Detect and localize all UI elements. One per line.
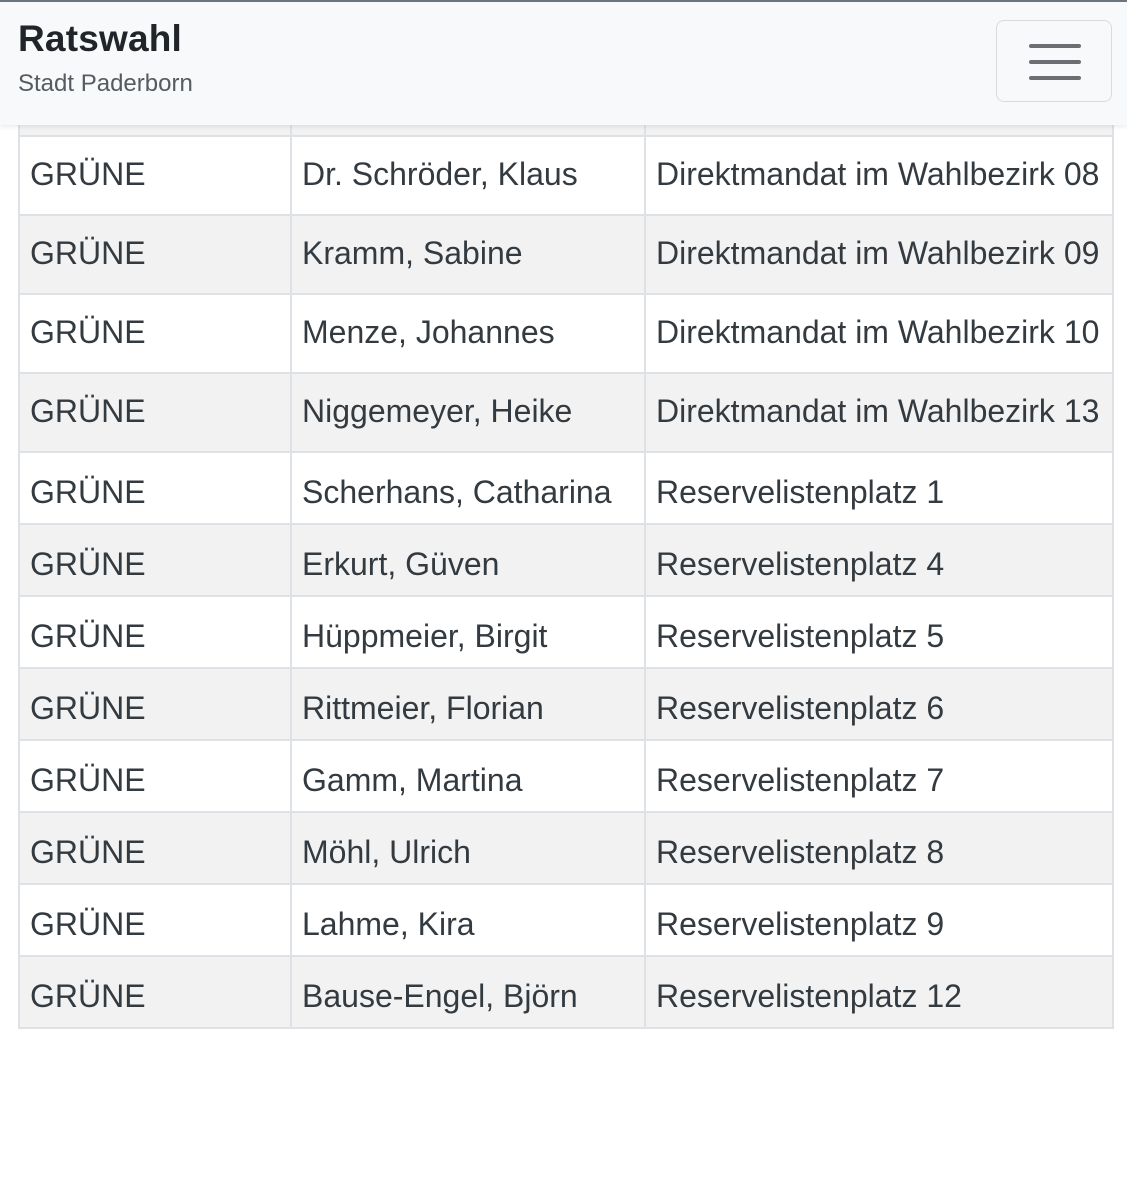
name-cell: Erkurt, Güven: [291, 524, 645, 596]
table-cell: [645, 125, 1113, 136]
mandate-cell: Direktmandat im Wahlbezirk 08: [645, 136, 1113, 215]
name-cell: Menze, Johannes: [291, 294, 645, 373]
name-cell: Bause-Engel, Björn: [291, 956, 645, 1028]
header-navbar: [0, 0, 1127, 125]
party-cell: GRÜNE: [19, 596, 291, 668]
table-row-cut: [19, 125, 1113, 136]
mandate-cell: Reservelistenplatz 6: [645, 668, 1113, 740]
hamburger-line: [1029, 76, 1081, 80]
table-row: [19, 668, 1113, 740]
party-cell: GRÜNE: [19, 812, 291, 884]
mandate-cell: Reservelistenplatz 8: [645, 812, 1113, 884]
results-table-container: [18, 125, 1112, 1029]
results-table-body: [19, 125, 1113, 1028]
page-title[interactable]: Ratswahl: [18, 18, 183, 59]
party-cell: GRÜNE: [19, 884, 291, 956]
party-cell: GRÜNE: [19, 136, 291, 215]
hamburger-line: [1029, 60, 1081, 64]
party-cell: GRÜNE: [19, 524, 291, 596]
name-cell: Scherhans, Catharina: [291, 452, 645, 524]
name-cell: Rittmeier, Florian: [291, 668, 645, 740]
name-cell: Dr. Schröder, Klaus: [291, 136, 645, 215]
name-cell: Niggemeyer, Heike: [291, 373, 645, 452]
table-row: [19, 215, 1113, 294]
mandate-cell: Direktmandat im Wahlbezirk 09: [645, 215, 1113, 294]
name-cell: Kramm, Sabine: [291, 215, 645, 294]
table-cell: [291, 125, 645, 136]
mandate-cell: Direktmandat im Wahlbezirk 10: [645, 294, 1113, 373]
party-cell: GRÜNE: [19, 215, 291, 294]
mandate-cell: Reservelistenplatz 9: [645, 884, 1113, 956]
hamburger-line: [1029, 44, 1081, 48]
table-row: [19, 294, 1113, 373]
name-cell: Lahme, Kira: [291, 884, 645, 956]
party-cell: GRÜNE: [19, 452, 291, 524]
table-row: [19, 524, 1113, 596]
party-cell: GRÜNE: [19, 373, 291, 452]
party-cell: GRÜNE: [19, 668, 291, 740]
mandate-cell: Direktmandat im Wahlbezirk 13: [645, 373, 1113, 452]
table-row: [19, 136, 1113, 215]
table-row: [19, 596, 1113, 668]
name-cell: Gamm, Martina: [291, 740, 645, 812]
party-cell: GRÜNE: [19, 294, 291, 373]
table-row: [19, 740, 1113, 812]
mandate-cell: Reservelistenplatz 5: [645, 596, 1113, 668]
table-row: [19, 452, 1113, 524]
menu-toggle-button[interactable]: [996, 20, 1112, 102]
mandate-cell: Reservelistenplatz 4: [645, 524, 1113, 596]
party-cell: GRÜNE: [19, 740, 291, 812]
name-cell: Möhl, Ulrich: [291, 812, 645, 884]
mandate-cell: Reservelistenplatz 7: [645, 740, 1113, 812]
name-cell: Hüppmeier, Birgit: [291, 596, 645, 668]
table-row: [19, 884, 1113, 956]
table-row: [19, 812, 1113, 884]
table-cell: [19, 125, 291, 136]
mandate-cell: Reservelistenplatz 1: [645, 452, 1113, 524]
hamburger-icon: [1029, 44, 1081, 80]
table-row: [19, 956, 1113, 1028]
mandate-cell: Reservelistenplatz 12: [645, 956, 1113, 1028]
party-cell: GRÜNE: [19, 956, 291, 1028]
table-row: [19, 373, 1113, 452]
results-table: [18, 125, 1114, 1029]
page-subtitle: Stadt Paderborn: [18, 70, 193, 97]
